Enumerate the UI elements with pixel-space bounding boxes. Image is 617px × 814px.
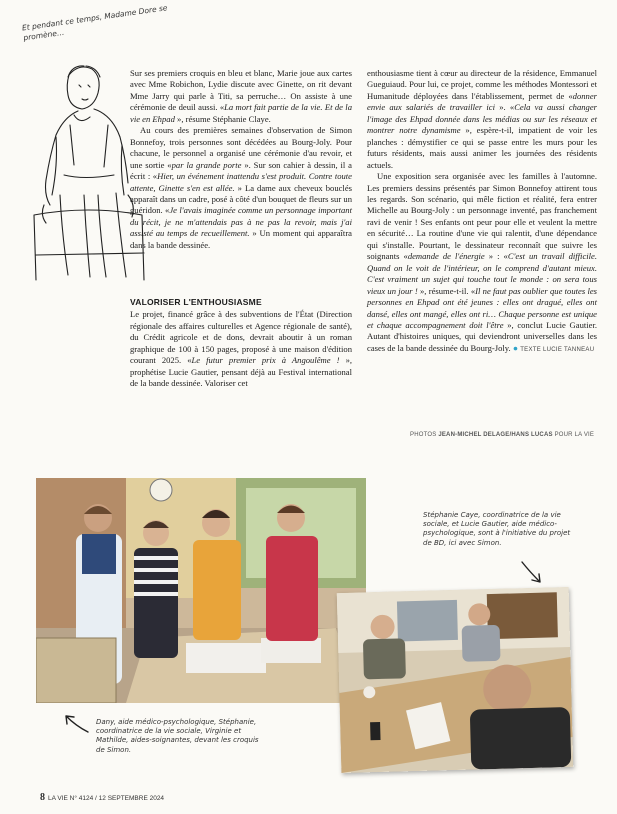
column-1-section: VALORISER L'ENTHOUSIASME Le projet, financé grâce à des subventions de l'État (Direction régionale des affaires culturelles et Agence régionale de santé), du Crédit agricole et de dons, devrait aboutir à un roman graphique de 100 à 150 pages, proposé à une maison d'édition courant 2025. «Le futur premier prix à Angoulême ! », prophétise Lucie Gautier, pensant déjà au Festival international de la bande dessinée. Valoriser cet	[130, 297, 353, 389]
page-footer	[40, 792, 164, 803]
column-1-text: Sur ses premiers croquis en bleu et blanc, Marie joue aux cartes avec Mme Robichon, Lydie discute avec Ginette, on rit devant Mme Jarry qui parle à Titi, sa perruche… On assiste à une cérémonie de deuil aussi. «La mort fait partie de la vie. Et de la vie en Ehpad », résume Stéphanie Claye. Au cours des premières semaines d'observation de Simon Bonnefoy, trois personnes sont décédées au Bourg-Joly. Pour chacune, le personnel a organisé une cérémonie d'au revoir, et une sortie «par la grande porte ». Sur son cahier à dessin, il a écrit : «Hier, un événement inattendu s'est produit. Contre toute attente, Ginette s'en est allée. » La dame aux cheveux bouclés apparaît dans un cadre, posé à côté d'un bouquet de fleurs sur un guéridon. «Je l'avais imaginée comme un personnage important du récit, je ne m'attendais pas à ne pas la revoir, mais j'ai assisté au temps de recueillement. » Un moment qui apparaîtra dans la bande dessinée.	[130, 68, 353, 250]
arrow-up-icon	[62, 712, 90, 734]
arrow-down-icon	[520, 560, 544, 586]
issue-info: LA VIE N° 4124 / 12 SEPTEMBRE 2024	[48, 795, 165, 802]
handwritten-note: Et pendant ce temps, Madame Dore se promène…	[21, 3, 168, 43]
photo-credit: PHOTOS JEAN-MICHEL DELAGE/HANS LUCAS POUR LA VIE	[410, 432, 595, 438]
page-number: 8	[40, 792, 45, 803]
group-photo	[36, 478, 366, 703]
caption-left: Dany, aide médico-psychologique, Stéphanie, coordinatrice de la vie sociale, Virginie et Mathilde, aides-soignantes, devant les croquis de Simon.	[96, 718, 259, 754]
section-heading: VALORISER L'ENTHOUSIASME	[130, 297, 262, 307]
caption-right: Stéphanie Caye, coordinatrice de la vie sociale, et Lucie Gautier, aide médico-psychologique, sont à l'initiative du projet de BD, ici avec Simon.	[423, 511, 571, 547]
end-bullet: ●	[512, 342, 519, 353]
column-2-text: enthousiasme tient à cœur au directeur de la résidence, Emmanuel Gueguiaud. Pour lui, ce projet, comme les méthodes Montessori et Humanitude déployées dans l'établissement, permet de «donner envie aux salariés de travailler ici ». «Cela va aussi changer l'image des Ehpad donnée dans les médias ou sur les réseaux et montrer notre dynamisme », espère-t-il, impatient de voir les planches : démystifier ce qui se passe entre les murs pour les futurs résidents, mais aussi animer les journées des résidents actuels. Une exposition sera organisée avec les familles à l'automne. Les premiers dessins présentés par Simon Bonnefoy attirent tous les regards. Son scénario, qui mêle fiction et réalité, fera entrer Michelle au Bourg-Joly : un personnage inventé, pas franchement ravi de venir ! Ses enfants ont peur pour elle et veulent la mettre en sécurité… La routine d'une vie qui ralentit, d'une dépendance qui s'installe. Pourtant, le dessinateur reconnaît que suivre les soignants «demande de l'énergie » : «C'est un travail difficile. Quand on le voit de l'intérieur, on le comprend d'autant mieux. C'est vraiment un sujet qui touche tout le monde : on sera tous vieux un jour ! », résume-t-il. «Il ne faut pas oublier que toutes les personnes en Ehpad ont été jeunes : elles ont dragué, elles ont dansé, elles ont mangé, elles ont ri… Chaque personne est unique et chaque accompagnement doit l'être », conclut Lucie Gautier. Autant d'histoires uniques, qui deviendront universelles dans les cases de la bande dessinée du Bourg-Joly. ● TEXTE LUCIE TANNEAU	[367, 68, 598, 353]
author-signature: TEXTE LUCIE TANNEAU	[520, 346, 595, 353]
meeting-photo	[337, 587, 574, 773]
